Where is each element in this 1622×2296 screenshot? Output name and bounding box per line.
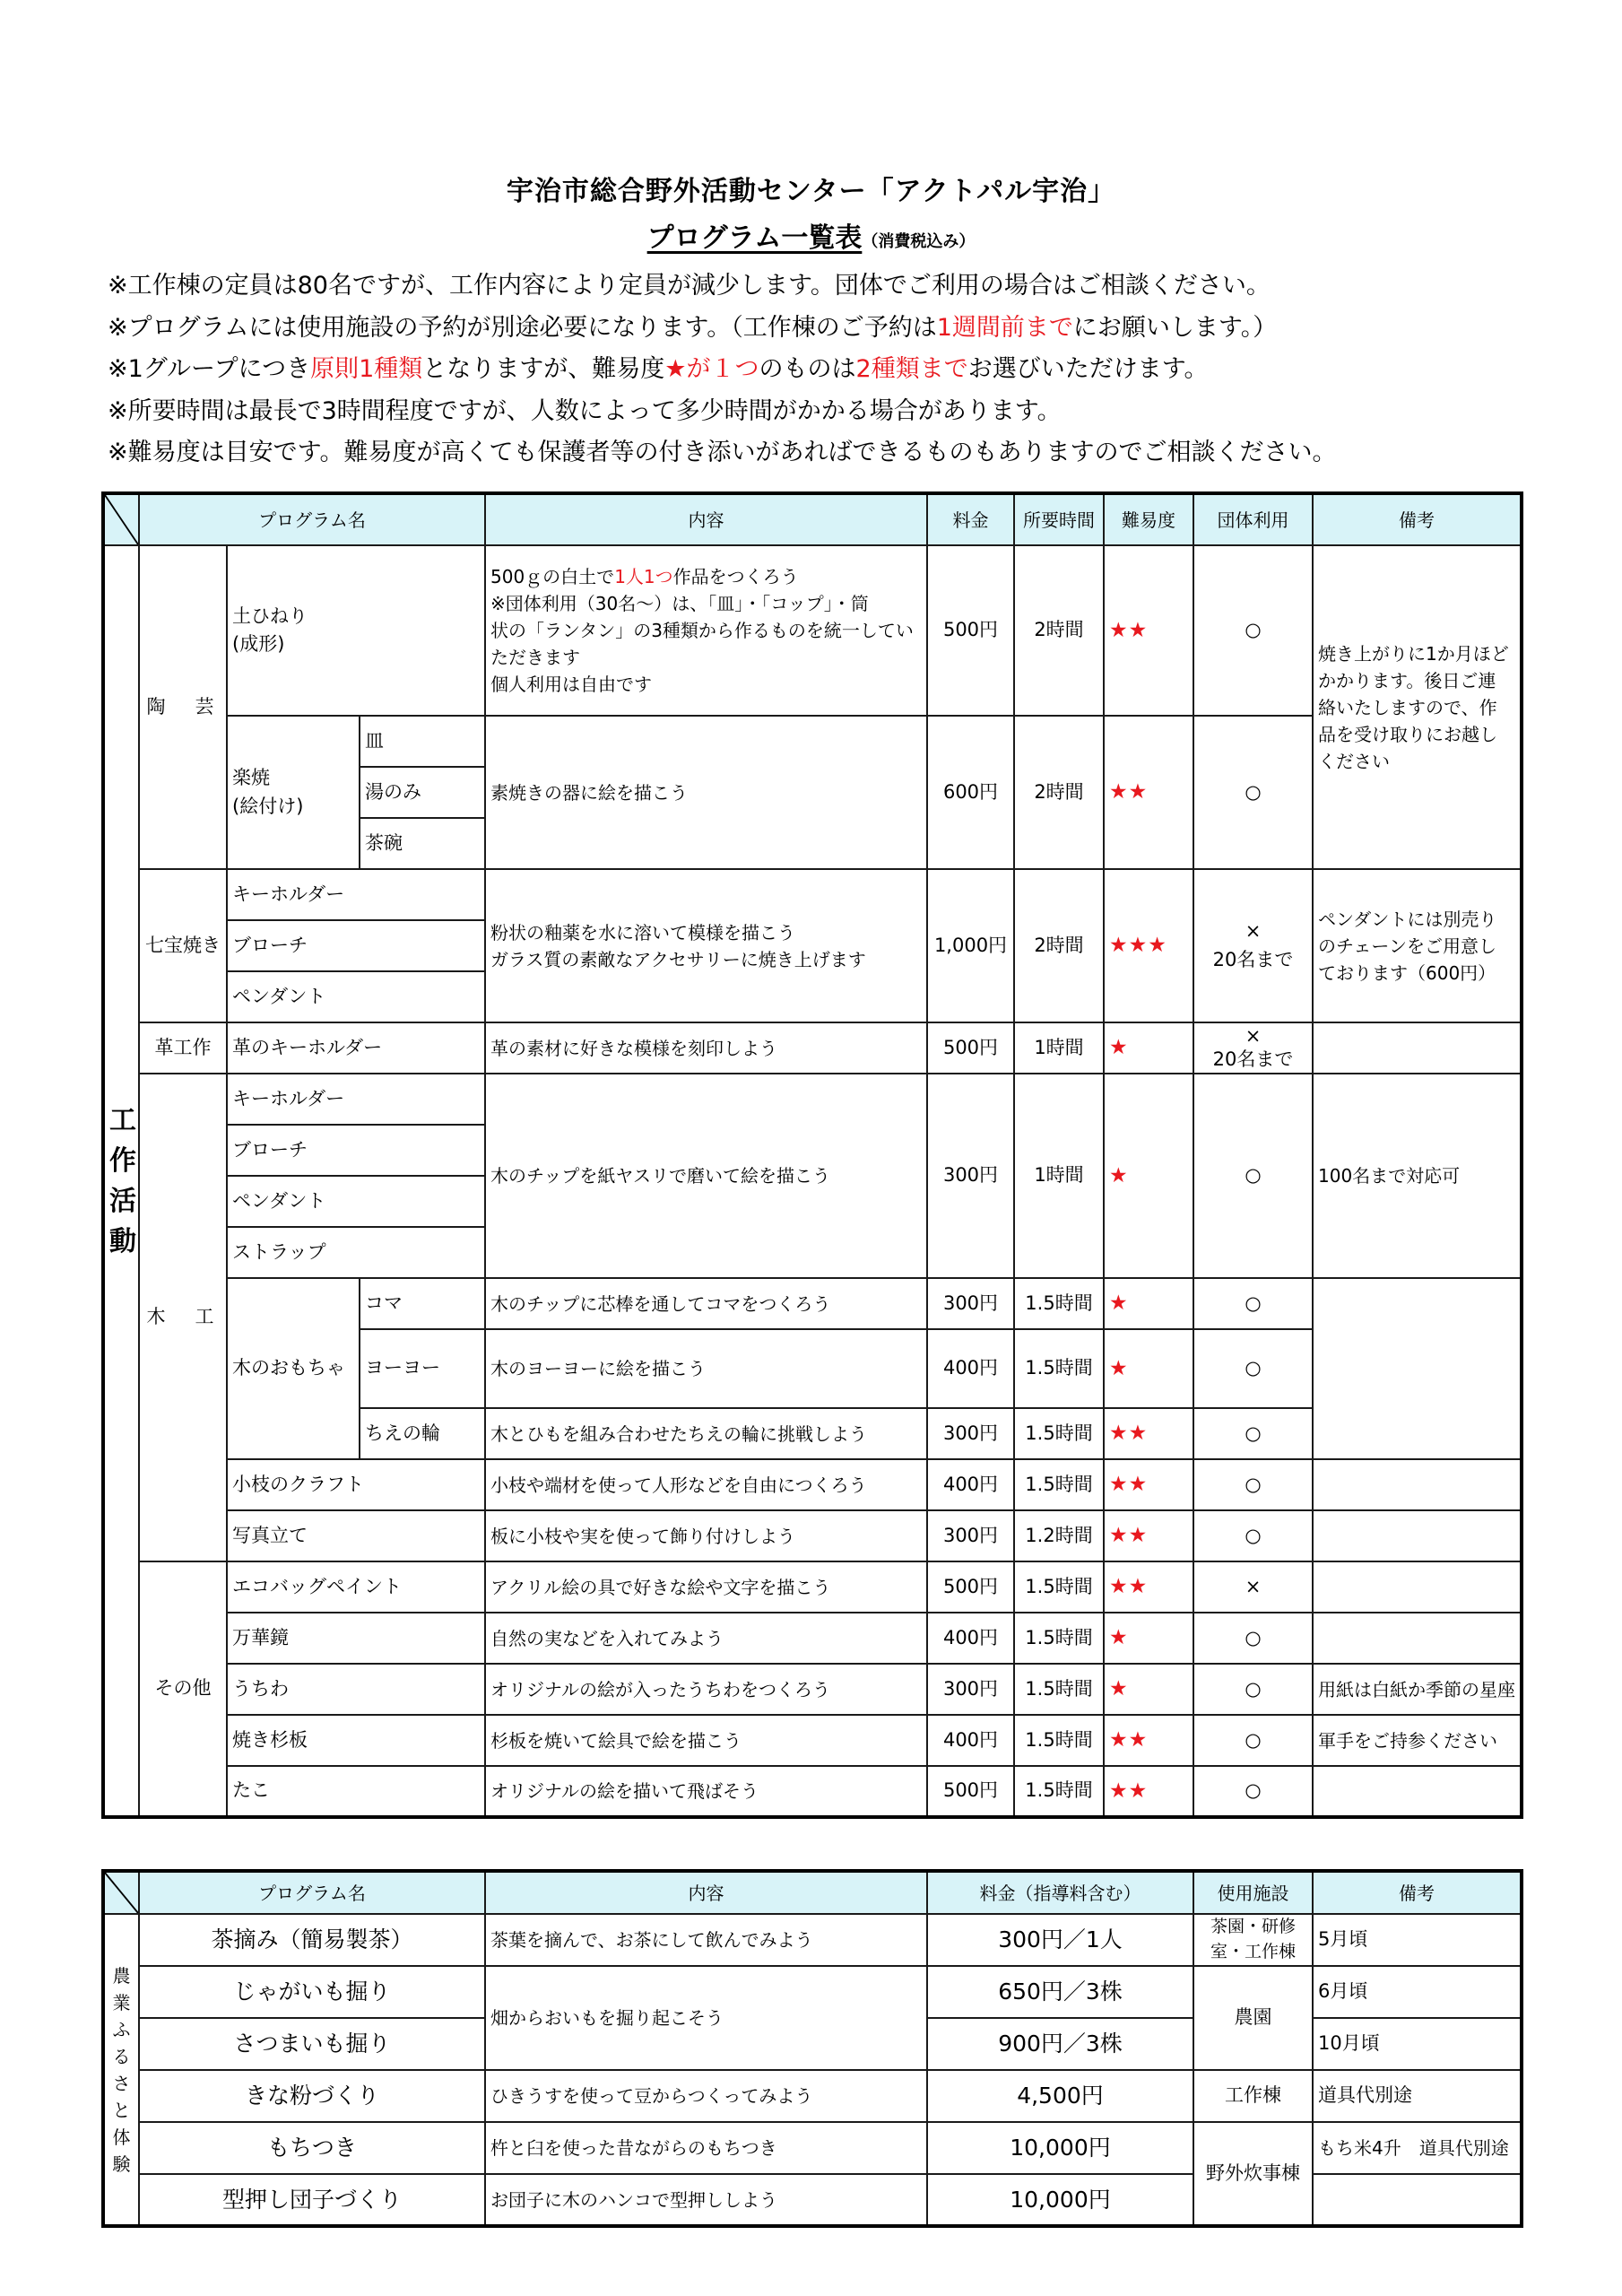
program-remarks: 用紙は白紙か季節の星座 [1313, 1664, 1522, 1715]
sub-item: ちえの輪 [360, 1408, 485, 1459]
program-fee: 10,000円 [927, 2174, 1193, 2226]
program-content: 杉板を焼いて絵具で絵を描こう [485, 1715, 927, 1766]
program-remarks: もち米4升 道具代別途 [1313, 2122, 1522, 2174]
program-fee: 900円／3株 [927, 2018, 1193, 2070]
program-content: 杵と臼を使った昔ながらのもちつき [485, 2122, 927, 2174]
program-name: 焼き杉板 [227, 1715, 485, 1766]
program-name: キーホルダー [227, 1074, 485, 1125]
program-time: 1.5時間 [1014, 1715, 1104, 1766]
program-remarks: 6月頃 [1313, 1966, 1522, 2018]
table-row [103, 1561, 1522, 1613]
program-name: ストラップ [227, 1227, 485, 1278]
page-subtitle [0, 215, 1622, 255]
program-facility: 工作棟 [1193, 2070, 1313, 2122]
program-time: 1.5時間 [1014, 1561, 1104, 1613]
program-name: 革のキーホルダー [227, 1022, 485, 1074]
program-content: オリジナルの絵が入ったうちわをつくろう [485, 1664, 927, 1715]
group-use: × 20名まで [1193, 1022, 1313, 1074]
program-fee: 300円 [927, 1510, 1014, 1561]
program-fee: 400円 [927, 1715, 1014, 1766]
program-facility: 茶園・研修 室・工作棟 [1193, 1914, 1313, 1966]
sub-item: 湯のみ [360, 767, 485, 818]
program-fee: 500円 [927, 1561, 1014, 1613]
difficulty-stars: ★★ [1104, 1766, 1193, 1817]
header-group: 団体利用 [1193, 493, 1313, 545]
program-name: うちわ [227, 1664, 485, 1715]
group-use: ○ [1193, 1613, 1313, 1664]
difficulty-stars: ★ [1104, 1613, 1193, 1664]
category-kawa: 革工作 [139, 1022, 227, 1074]
difficulty-stars: ★★ [1104, 1715, 1193, 1766]
program-fee: 10,000円 [927, 2122, 1193, 2174]
program-time: 1.5時間 [1014, 1664, 1104, 1715]
program-content: 木のチップに芯棒を通してコマをつくろう [485, 1278, 927, 1329]
table-row [103, 869, 1522, 920]
program-name: きな粉づくり [139, 2070, 485, 2122]
note-line-1: ※工作棟の定員は80名ですが、工作内容により定員が減少します。団体でご利用の場合はご相談ください。 [108, 272, 1271, 300]
group-use: ○ [1193, 1664, 1313, 1715]
program-fee: 600円 [927, 716, 1014, 869]
program-time: 1.5時間 [1014, 1459, 1104, 1510]
program-remarks: 10月頃 [1313, 2018, 1522, 2070]
table-header-row [103, 493, 1522, 545]
program-content: 500ｇの白土で1人1つ作品をつくろう ※団体利用（30名～）は、「皿」・「コップ」・筒 状の「ランタン」の3種類から作るものを統一してい ただきます 個人利用は自由です [485, 545, 927, 716]
program-remarks: 100名まで対応可 [1313, 1074, 1522, 1278]
crafts-program-table [101, 491, 1523, 1819]
program-content: 板に小枝や実を使って飾り付けしよう [485, 1510, 927, 1561]
group-use: ○ [1193, 1329, 1313, 1408]
table-row [103, 2070, 1522, 2122]
table-row [103, 1022, 1522, 1074]
program-time: 1.5時間 [1014, 1278, 1104, 1329]
header-content: 内容 [485, 493, 927, 545]
group-use: ○ [1193, 1408, 1313, 1459]
program-name: エコバッグペイント [227, 1561, 485, 1613]
program-content: 小枝や端材を使って人形などを自由につくろう [485, 1459, 927, 1510]
group-use: ○ [1193, 1715, 1313, 1766]
note-line-3: ※1グループにつき原則1種類となりますが、難易度★が１つのものは2種類までお選びいただけます。 [108, 355, 1209, 383]
table-row [103, 545, 1522, 716]
program-name: 写真立て [227, 1510, 485, 1561]
difficulty-stars: ★★ [1104, 1459, 1193, 1510]
program-content: アクリル絵の具で好きな絵や文字を描こう [485, 1561, 927, 1613]
table-row [103, 1074, 1522, 1125]
header-fee: 料金 [927, 493, 1014, 545]
notes-block [108, 265, 1560, 474]
group-use: ○ [1193, 1510, 1313, 1561]
group-use: ○ [1193, 716, 1313, 869]
program-content: 革の素材に好きな模様を刻印しよう [485, 1022, 927, 1074]
group-use: ○ [1193, 1074, 1313, 1278]
difficulty-stars: ★ [1104, 1074, 1193, 1278]
program-content: 木とひもを組み合わせたちえの輪に挑戦しよう [485, 1408, 927, 1459]
program-content: 木のヨーヨーに絵を描こう [485, 1329, 927, 1408]
program-remarks: 道具代別途 [1313, 2070, 1522, 2122]
program-name: ブローチ [227, 1125, 485, 1176]
category-toge: 陶 芸 [139, 545, 227, 869]
program-name: 茶摘み（簡易製茶） [139, 1914, 485, 1966]
table-row [103, 1966, 1522, 2018]
program-fee: 300円 [927, 1074, 1014, 1278]
program-time: 1.5時間 [1014, 1766, 1104, 1817]
table-row [103, 1613, 1522, 1664]
program-fee: 300円／1人 [927, 1914, 1193, 1966]
table-row [103, 1664, 1522, 1715]
difficulty-stars: ★★ [1104, 1408, 1193, 1459]
table-row [103, 716, 1522, 767]
program-name: 小枝のクラフト [227, 1459, 485, 1510]
program-name: ブローチ [227, 920, 485, 971]
program-remarks [1313, 1766, 1522, 1817]
program-remarks [1313, 1613, 1522, 1664]
program-content: 素焼きの器に絵を描こう [485, 716, 927, 869]
group-use: × 20名まで [1193, 869, 1313, 1022]
header-time: 所要時間 [1014, 493, 1104, 545]
difficulty-stars: ★ [1104, 1022, 1193, 1074]
header-content: 内容 [485, 1871, 927, 1914]
category-other: その他 [139, 1561, 227, 1817]
program-time: 1.5時間 [1014, 1408, 1104, 1459]
difficulty-stars: ★★ [1104, 1561, 1193, 1613]
farm-experience-table [101, 1869, 1523, 2228]
table-header-row [103, 1871, 1522, 1914]
program-fee: 400円 [927, 1459, 1014, 1510]
program-fee: 400円 [927, 1613, 1014, 1664]
program-name: ペンダント [227, 1176, 485, 1227]
table-row [103, 2122, 1522, 2174]
table-row [103, 1914, 1522, 1966]
program-remarks: 5月頃 [1313, 1914, 1522, 1966]
program-remarks: 焼き上がりに1か月ほど かかります。後日ご連 絡いたしますので、作 品を受け取りにお越し ください [1313, 545, 1522, 869]
group-use: ○ [1193, 1278, 1313, 1329]
program-name: 型押し団子づくり [139, 2174, 485, 2226]
sub-item: 皿 [360, 716, 485, 767]
program-name: 木のおもちゃ [227, 1278, 360, 1459]
difficulty-stars: ★ [1104, 1664, 1193, 1715]
section-label-farm: 農 業 ふ る さ と 体 験 [103, 1914, 139, 2226]
program-time: 2時間 [1014, 716, 1104, 869]
program-name: もちつき [139, 2122, 485, 2174]
program-fee: 1,000円 [927, 869, 1014, 1022]
note-line-5: ※難易度は目安です。難易度が高くても保護者等の付き添いがあればできるものもありますのでご相談ください。 [108, 439, 1337, 466]
table-row [103, 1459, 1522, 1510]
program-content: 畑からおいもを掘り起こそう [485, 1966, 927, 2070]
header-remarks: 備考 [1313, 1871, 1522, 1914]
program-fee: 300円 [927, 1408, 1014, 1459]
header-facility: 使用施設 [1193, 1871, 1313, 1914]
program-time: 1時間 [1014, 1022, 1104, 1074]
program-content: お団子に木のハンコで型押ししよう [485, 2174, 927, 2226]
header-difficulty: 難易度 [1104, 493, 1193, 545]
program-remarks [1313, 1459, 1522, 1510]
group-use: ○ [1193, 1459, 1313, 1510]
program-content: 自然の実などを入れてみよう [485, 1613, 927, 1664]
table-row [103, 1766, 1522, 1817]
program-fee: 400円 [927, 1329, 1014, 1408]
program-time: 2時間 [1014, 545, 1104, 716]
program-remarks [1313, 1278, 1522, 1459]
sub-item: コマ [360, 1278, 485, 1329]
program-content: 茶葉を摘んで、お茶にして飲んでみよう [485, 1914, 927, 1966]
difficulty-stars: ★ [1104, 1278, 1193, 1329]
program-remarks [1313, 1561, 1522, 1613]
category-shippo: 七宝焼き [139, 869, 227, 1022]
table-row [103, 1715, 1522, 1766]
program-facility: 野外炊事棟 [1193, 2122, 1313, 2226]
program-time: 1時間 [1014, 1074, 1104, 1278]
program-fee: 4,500円 [927, 2070, 1193, 2122]
sub-item: 茶碗 [360, 818, 485, 869]
header-program: プログラム名 [139, 1871, 485, 1914]
difficulty-stars: ★★ [1104, 1510, 1193, 1561]
program-time: 1.5時間 [1014, 1613, 1104, 1664]
program-name: 楽焼 (絵付け) [227, 716, 360, 869]
group-use: × [1193, 1561, 1313, 1613]
program-content: オリジナルの絵を描いて飛ばそう [485, 1766, 927, 1817]
difficulty-stars: ★★ [1104, 545, 1193, 716]
program-fee: 300円 [927, 1664, 1014, 1715]
program-fee: 500円 [927, 1022, 1014, 1074]
program-content: 粉状の釉薬を水に溶いて模様を描こう ガラス質の素敵なアクセサリーに焼き上げます [485, 869, 927, 1022]
difficulty-stars: ★★★ [1104, 869, 1193, 1022]
program-time: 2時間 [1014, 869, 1104, 1022]
section-label-crafts: 工 作 活 動 [103, 545, 139, 1817]
sub-item: ヨーヨー [360, 1329, 485, 1408]
corner-cell [103, 493, 139, 545]
category-mokko: 木 工 [139, 1074, 227, 1561]
program-remarks: ペンダントには別売り のチェーンをご用意し ております（600円） [1313, 869, 1522, 1022]
subtitle-tax-note: （消費税込み） [862, 232, 976, 251]
program-facility: 農園 [1193, 1966, 1313, 2070]
header-remarks: 備考 [1313, 493, 1522, 545]
program-remarks: 軍手をご持参ください [1313, 1715, 1522, 1766]
program-fee: 500円 [927, 545, 1014, 716]
table-row [103, 1278, 1522, 1329]
program-remarks [1313, 1510, 1522, 1561]
program-name: ペンダント [227, 971, 485, 1022]
program-content: 木のチップを紙ヤスリで磨いて絵を描こう [485, 1074, 927, 1278]
table-row [103, 1510, 1522, 1561]
program-fee: 650円／3株 [927, 1966, 1193, 2018]
program-name: 万華鏡 [227, 1613, 485, 1664]
program-fee: 300円 [927, 1278, 1014, 1329]
header-program: プログラム名 [139, 493, 485, 545]
group-use: ○ [1193, 1766, 1313, 1817]
note-line-2: ※プログラムには使用施設の予約が別途必要になります。（工作棟のご予約は1週間前までにお願いします。） [108, 313, 1278, 342]
program-remarks [1313, 1022, 1522, 1074]
subtitle-main: プログラム一覧表 [646, 222, 863, 254]
program-content: ひきうすを使って豆からつくってみよう [485, 2070, 927, 2122]
program-remarks [1313, 2174, 1522, 2226]
program-time: 1.2時間 [1014, 1510, 1104, 1561]
page-title: 宇治市総合野外活動センター「アクトパル宇治」 [506, 176, 1116, 207]
program-time: 1.5時間 [1014, 1329, 1104, 1408]
program-name: キーホルダー [227, 869, 485, 920]
note-line-4: ※所要時間は最長で3時間程度ですが、人数によって多少時間がかかる場合があります。 [108, 396, 1062, 425]
difficulty-stars: ★ [1104, 1329, 1193, 1408]
program-name: 土ひねり (成形) [227, 545, 485, 716]
program-name: たこ [227, 1766, 485, 1817]
program-name: さつまいも掘り [139, 2018, 485, 2070]
program-name: じゃがいも掘り [139, 1966, 485, 2018]
group-use: ○ [1193, 545, 1313, 716]
difficulty-stars: ★★ [1104, 716, 1193, 869]
program-fee: 500円 [927, 1766, 1014, 1817]
header-fee: 料金（指導料含む） [927, 1871, 1193, 1914]
corner-cell [103, 1871, 139, 1914]
